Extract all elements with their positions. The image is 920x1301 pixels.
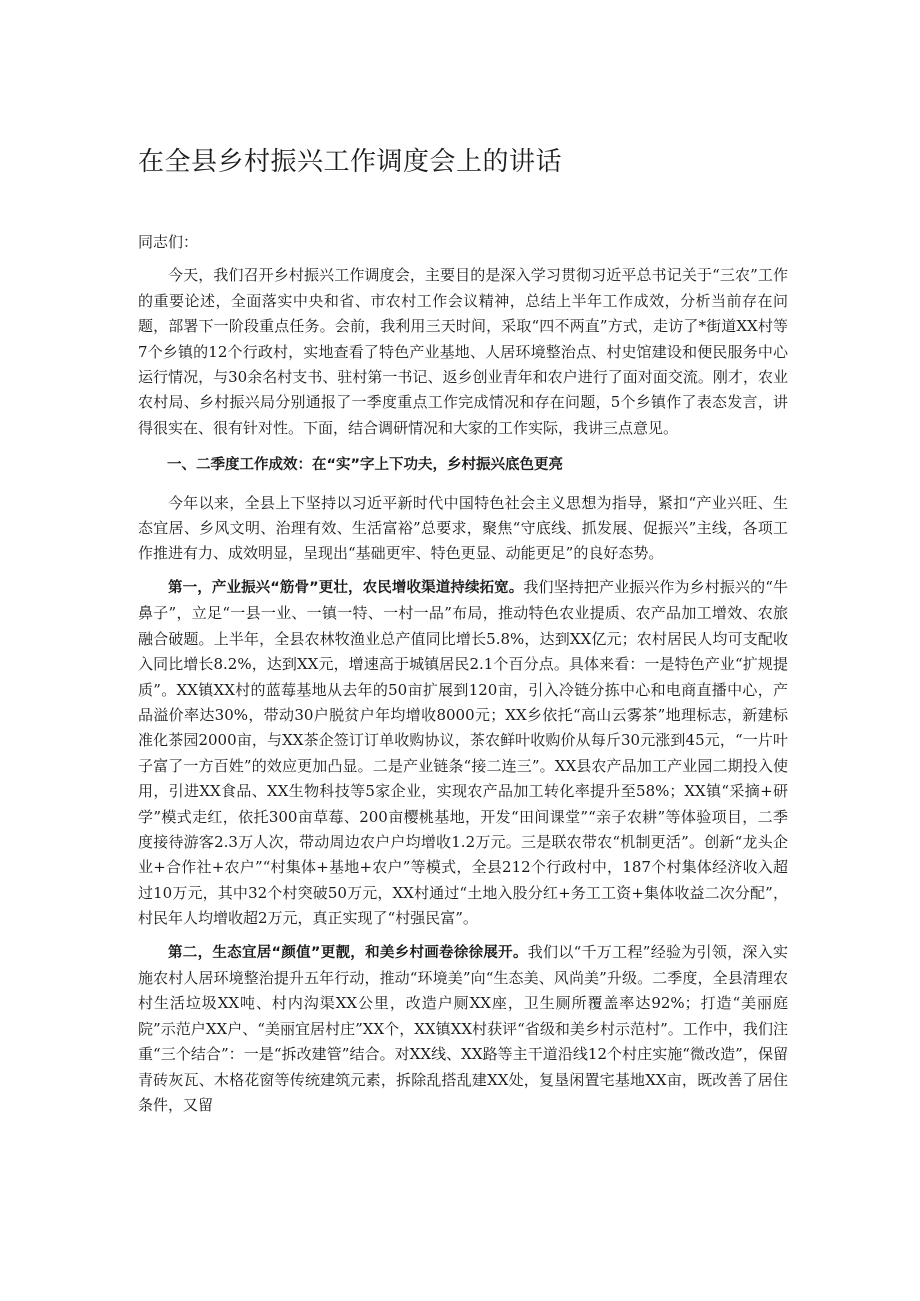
point1-lead: 第一，产业振兴“筋骨”更壮，农民增收渠道持续拓宽。 (168, 579, 524, 596)
salutation: 同志们： (138, 233, 199, 251)
section-heading-1: 一、二季度工作成效：在“实”字上下功夫，乡村振兴底色更亮 (167, 457, 564, 474)
point1-text: 我们坚持把产业振兴作为乡村振兴的“牛鼻子”，立足“一县一业、一镇一特、一村一品”布局，推动特色农业提质、农产品加工增效、农旅融合破题。上半年，全县农林牧渔业总产值同比增长5.8%，达到XX亿元；农村居民人均可支配收入同比增长8.2%，达到XX元，增速高于城镇居民2.1个百分点。具体来看：一是特色产业“扩规提质”。XX镇XX村的蓝莓基地从去年的50亩扩展到120亩，引入冷链分拣中心和电商直播中心，产品溢价率达30%，带动30户脱贫户年均增收8000元；XX乡依托“高山云雾茶”地理标志，新建标准化茶园2000亩，与XX茶企签订订单收购协议，茶农鲜叶收购价从每斤30元涨到45元，“一片叶子富了一方百姓”的效应更加凸显。二是产业链条“接二连三”。XX县农产品加工产业园二期投入使用，引进XX食品、XX生物科技等5家企业，实现农产品加工转化率提升至58%；XX镇“采摘+研学”模式走红，依托300亩草莓、200亩樱桃基地，开发“田间课堂”“亲子农耕”等体验项目，二季度接待游客2.3万人次，带动周边农户户均增收1.2万元。三是联农带农“机制更活”。创新“龙头企业+合作社+农户”“村集体+基地+农户”等模式，全县212个行政村中，187个村集体经济收入超过10万元，其中32个村突破50万元，XX村通过“土地入股分红+务工工资+集体收益二次分配”，村民年人均增收超2万元，真正实现了“村强民富”。 (138, 577, 789, 928)
section1-point2-paragraph (138, 940, 788, 1119)
section1-point1-paragraph (138, 575, 788, 932)
intro-paragraph: 今天，我们召开乡村振兴工作调度会，主要目的是深入学习贯彻习近平总书记关于“三农”工作的重要论述，全面落实中央和省、市农村工作会议精神，总结上半年工作成效，分析当前存在问题，部署下一阶段重点任务。会前，我利用三天时间，采取“四不两直”方式，走访了*街道XX村等7个乡镇的12个行政村，实地查看了特色产业基地、人居环境整治点、村史馆建设和便民服务中心运行情况，与30余名村支书、驻村第一书记、返乡创业青年和农户进行了面对面交流。刚才，农业农村局、乡村振兴局分别通报了一季度重点工作完成情况和存在问题，5个乡镇作了表态发言，讲得很实在、很有针对性。下面，结合调研情况和大家的工作实际，我讲三点意见。 (138, 266, 788, 437)
document-body (138, 230, 788, 1118)
point2-lead: 第二，生态宜居“颜值”更靓，和美乡村画卷徐徐展开。 (168, 944, 528, 961)
section1-overview-paragraph: 今年以来，全县上下坚持以习近平新时代中国特色社会主义思想为指导，紧扣“产业兴旺、生态宜居、乡风文明、治理有效、生活富裕”总要求，聚焦“守底线、抓发展、促振兴”主线，各项工作推进有力、成效明显，呈现出“基础更牢、特色更显、动能更足”的良好态势。 (138, 493, 788, 563)
document-title: 在全县乡村振兴工作调度会上的讲话 (138, 147, 563, 177)
point2-text: 我们以“千万工程”经验为引领，深入实施农村人居环境整治提升五年行动，推动“环境美”向“生态美、风尚美”升级。二季度，全县清理农村生活垃圾XX吨、村内沟渠XX公里，改造户厕XX座，卫生厕所覆盖率达92%；打造“美丽庭院”示范户XX户、“美丽宜居村庄”XX个，XX镇XX村获评“省级和美乡村示范村”。工作中，我们注重“三个结合”：一是“拆改建管”结合。对XX线、XX路等主干道沿线12个村庄实施“微改造”，保留青砖灰瓦、木格花窗等传统建筑元素，拆除乱搭乱建XX处，复垦闲置宅基地XX亩，既改善了居住条件，又留 (138, 942, 788, 1114)
